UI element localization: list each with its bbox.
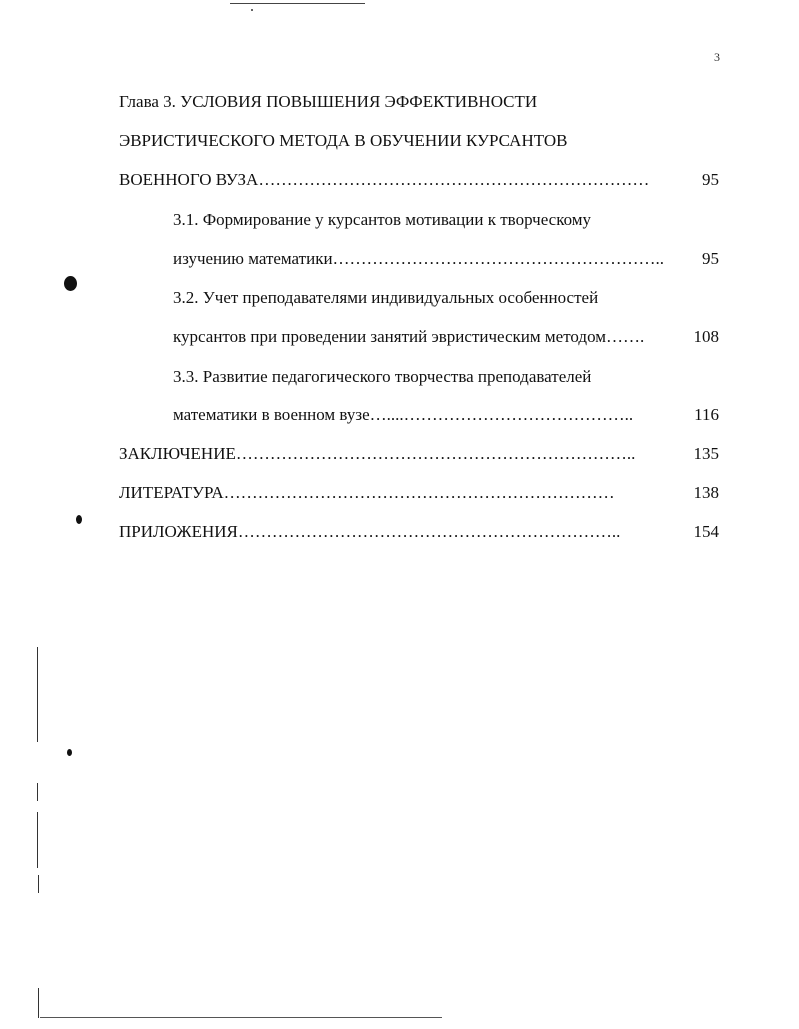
chapter-title-line-2: ЭВРИСТИЧЕСКОГО МЕТОДА В ОБУЧЕНИИ КУРСАНТОВ (119, 131, 568, 150)
section-3-3-page-ref: 116 (694, 405, 719, 424)
conclusion-page-ref: 135 (693, 444, 719, 463)
section-3-1-page-ref: 95 (702, 249, 719, 268)
literature-entry (119, 483, 721, 503)
section-3-2-line-1: 3.2. Учет преподавателями индивидуальных особенностей (173, 288, 599, 307)
margin-line (37, 783, 38, 801)
chapter-entry (119, 170, 721, 190)
top-rule (230, 3, 365, 4)
ink-blot (76, 515, 82, 524)
margin-line (37, 812, 38, 868)
conclusion-entry (119, 444, 721, 464)
literature-text: ЛИТЕРАТУРА…………………………………………………………… (119, 483, 615, 502)
section-3-3-line-2: математики в военном вузе…....………………………………….. (173, 405, 634, 424)
section-3-2-entry (173, 327, 721, 347)
section-3-1-line-2: изучению математики………………………………………………….. (173, 249, 665, 268)
chapter-title-line-3: ВОЕННОГО ВУЗА…………………………………………………………… (119, 170, 650, 189)
section-3-1-line-1: 3.1. Формирование у курсантов мотивации к творческому (173, 210, 592, 229)
bottom-rule (40, 1017, 442, 1018)
appendices-page-ref: 154 (693, 522, 719, 541)
scan-speck (251, 9, 253, 11)
literature-page-ref: 138 (693, 483, 719, 502)
page-number: 3 (714, 50, 720, 64)
appendices-entry (119, 522, 721, 542)
conclusion-text: ЗАКЛЮЧЕНИЕ…………………………………………………………….. (119, 444, 636, 463)
appendices-text: ПРИЛОЖЕНИЯ………………………………………………………….. (119, 522, 621, 541)
section-3-3-entry (173, 405, 721, 425)
ink-blot (64, 276, 77, 291)
chapter-title-line-1: Глава 3. УСЛОВИЯ ПОВЫШЕНИЯ ЭФФЕКТИВНОСТИ (119, 92, 538, 111)
section-3-2-line-2: курсантов при проведении занятий эвристическим методом……. (173, 327, 645, 346)
margin-line (37, 647, 38, 742)
margin-line (38, 875, 39, 893)
section-3-1-entry (173, 249, 721, 269)
chapter-page-ref: 95 (702, 170, 719, 189)
section-3-3-line-1: 3.3. Развитие педагогического творчества преподавателей (173, 367, 592, 386)
ink-blot (67, 749, 72, 756)
margin-line (38, 988, 39, 1018)
section-3-2-page-ref: 108 (693, 327, 719, 346)
